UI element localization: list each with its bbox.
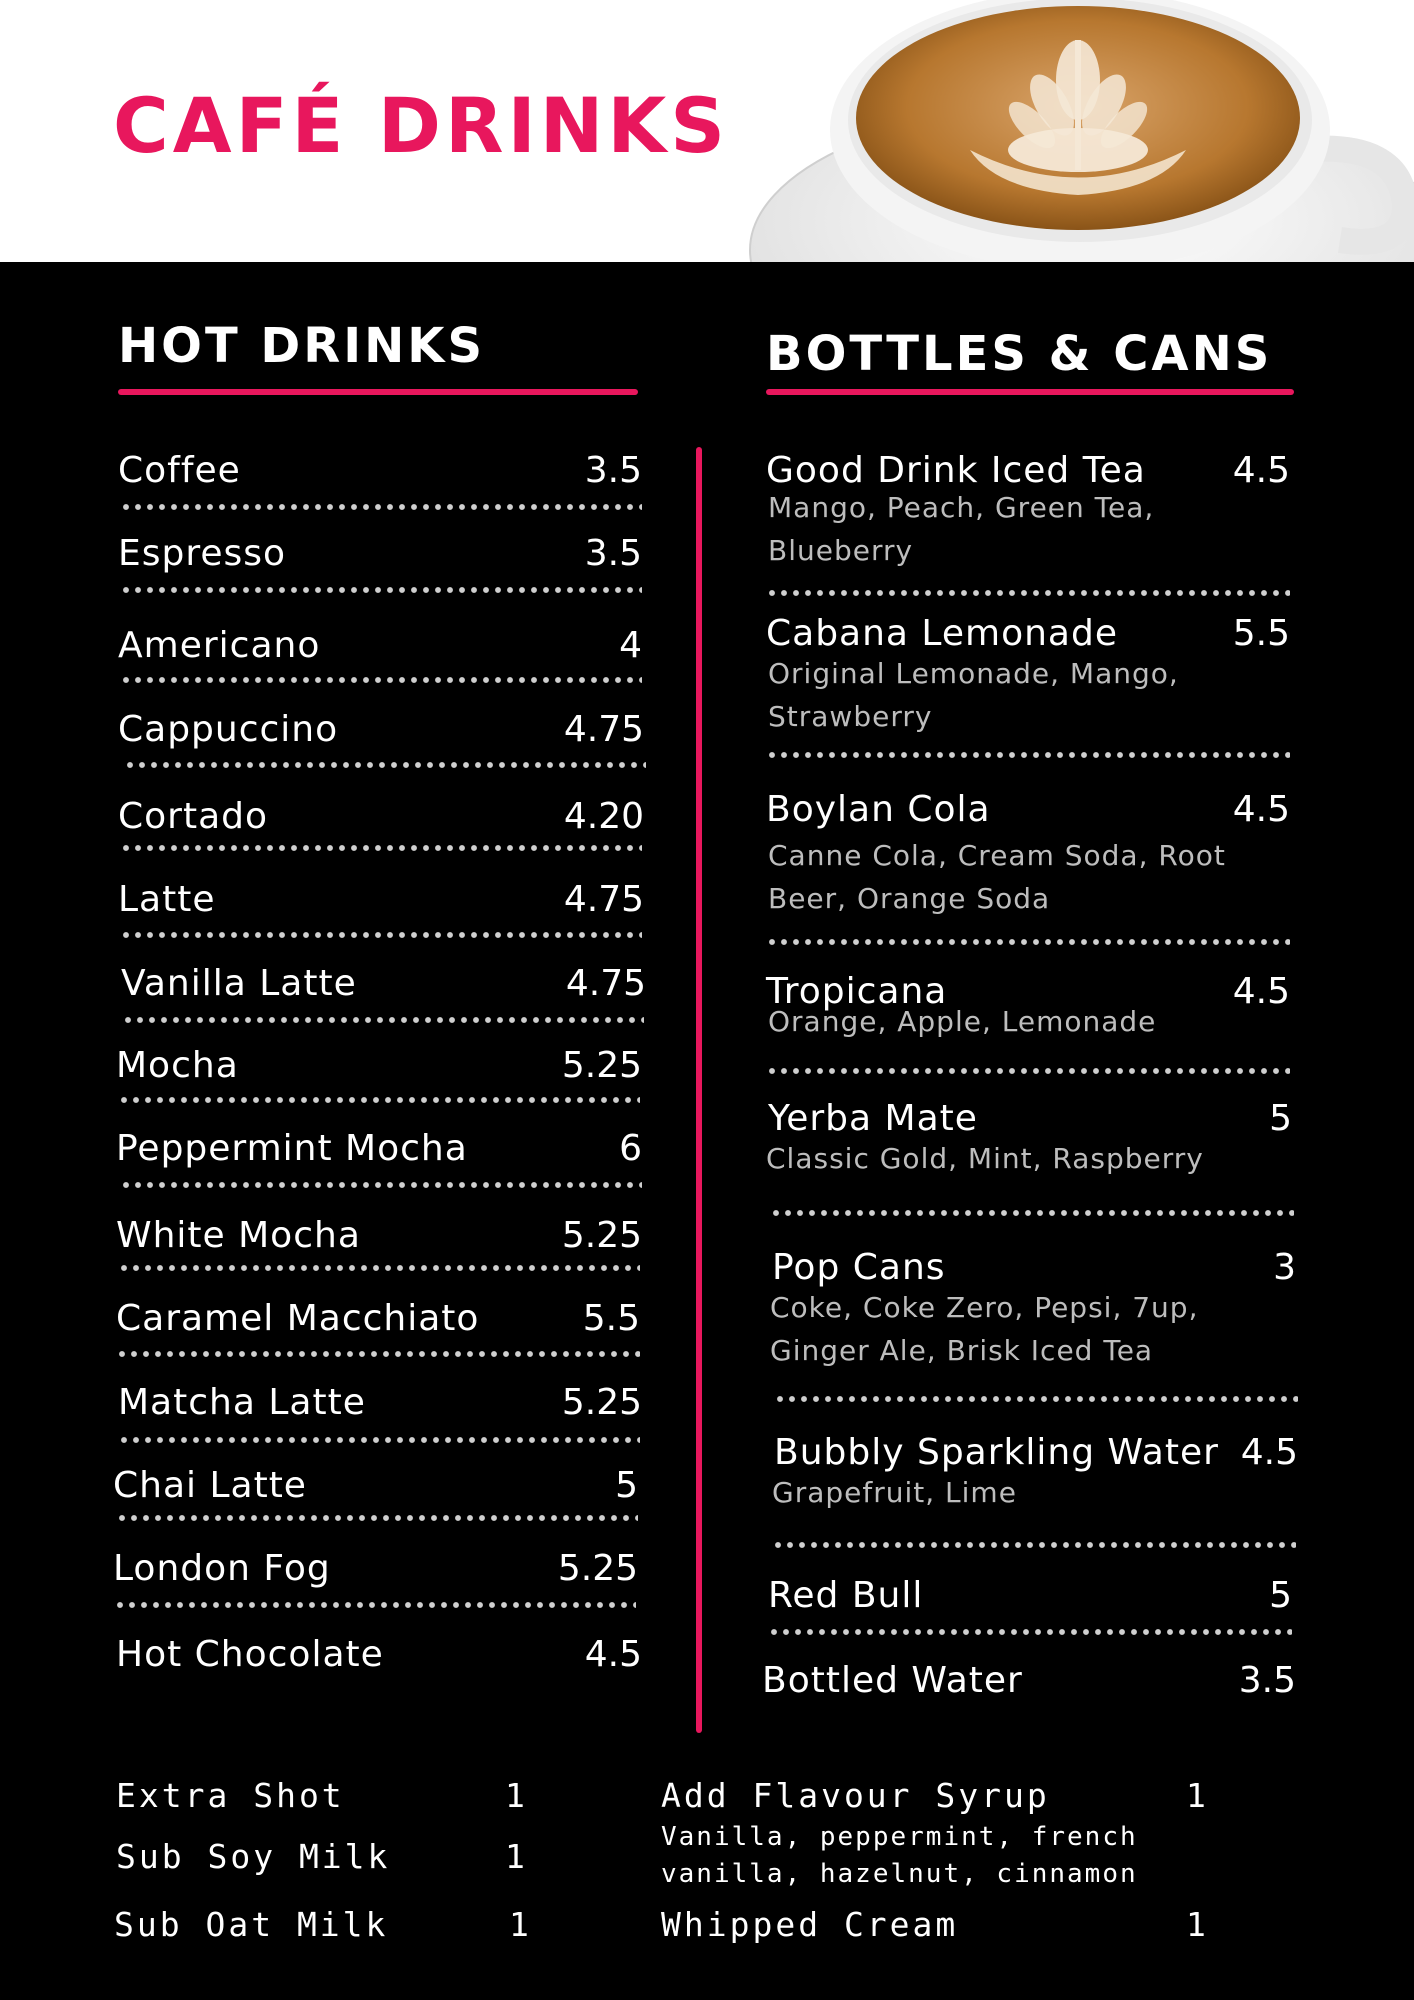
list-item: [772, 1431, 1298, 1509]
list-item: [116, 1214, 642, 1258]
item-name: Chai Latte: [113, 1465, 307, 1506]
item-description: Grapefruit, Lime: [772, 1476, 1017, 1509]
item-price: 5.25: [557, 1548, 638, 1589]
item-price: 5: [1269, 1575, 1292, 1616]
list-item: [116, 1127, 642, 1171]
hot-drinks-underline: [118, 389, 638, 395]
list-item: [118, 708, 644, 752]
item-name: Hot Chocolate: [116, 1634, 384, 1675]
list-item: [766, 612, 1290, 733]
item-price: 4.5: [1232, 971, 1290, 1012]
item-name: London Fog: [113, 1548, 331, 1589]
dotted-divider: [766, 589, 1290, 597]
item-price: 3: [1273, 1247, 1296, 1288]
item-name: Cortado: [118, 796, 269, 837]
item-price: 4.75: [563, 709, 644, 750]
item-description: Orange, Apple, Lemonade: [768, 1005, 1157, 1038]
item-price: 3.5: [584, 533, 642, 574]
item-description: Original Lemonade, Mango, Strawberry: [768, 657, 1179, 733]
dotted-divider: [120, 503, 642, 511]
dotted-divider: [770, 1209, 1294, 1217]
item-description: Coke, Coke Zero, Pepsi, 7up, Ginger Ale, Brisk Iced Tea: [770, 1291, 1199, 1367]
addon-price: 1: [1186, 1776, 1209, 1815]
dotted-divider: [774, 1395, 1298, 1403]
list-item: [766, 970, 1290, 1038]
dotted-divider: [120, 676, 642, 684]
list-item: [762, 1659, 1296, 1703]
list-item: [113, 1464, 638, 1508]
item-price: 6: [619, 1128, 642, 1169]
addon-price: 1: [505, 1776, 528, 1815]
item-price: 4.5: [584, 1634, 642, 1675]
item-price: 5.25: [561, 1382, 642, 1423]
list-item: [770, 1246, 1296, 1367]
list-item: [118, 532, 642, 576]
item-price: 3.5: [1238, 1660, 1296, 1701]
item-price: 5.25: [561, 1215, 642, 1256]
dotted-divider: [768, 1628, 1292, 1636]
item-name: Coffee: [118, 450, 241, 491]
item-name: Latte: [118, 879, 216, 920]
item-price: 4: [619, 625, 642, 666]
dotted-divider: [114, 1601, 636, 1609]
list-item: [116, 1044, 642, 1088]
item-name: Yerba Mate: [768, 1098, 978, 1139]
item-description: Mango, Peach, Green Tea, Blueberry: [768, 491, 1155, 567]
list-item: [116, 1633, 642, 1677]
addon-description: Vanilla, peppermint, french vanilla, hazelnut, cinnamon: [661, 1822, 1138, 1889]
item-name: Americano: [118, 625, 321, 666]
dotted-divider: [124, 761, 646, 769]
list-item: [766, 788, 1290, 915]
item-price: 5.5: [1232, 613, 1290, 654]
list-item: [766, 449, 1290, 567]
dotted-divider: [120, 1181, 642, 1189]
bottles-cans-underline: [766, 389, 1294, 395]
item-name: Espresso: [118, 533, 287, 574]
bottles-cans-heading: BOTTLES & CANS: [766, 326, 1273, 382]
item-price: 5.25: [561, 1045, 642, 1086]
item-price: 4.5: [1232, 789, 1290, 830]
dotted-divider: [766, 751, 1290, 759]
item-description: Classic Gold, Mint, Raspberry: [766, 1142, 1204, 1175]
dotted-divider: [766, 938, 1290, 946]
item-name: White Mocha: [116, 1215, 361, 1256]
addon-price: 1: [1186, 1905, 1209, 1944]
item-name: Peppermint Mocha: [116, 1128, 468, 1169]
item-price: 5: [615, 1465, 638, 1506]
list-item: [118, 624, 642, 668]
item-name: Pop Cans: [772, 1247, 946, 1288]
item-price: 5: [1269, 1098, 1292, 1139]
dotted-divider: [118, 1096, 640, 1104]
addon-name: Add Flavour Syrup: [661, 1776, 1050, 1815]
item-name: Red Bull: [768, 1575, 924, 1616]
dotted-divider: [116, 1350, 640, 1358]
addon-name: Whipped Cream: [661, 1905, 959, 1944]
dotted-divider: [116, 1514, 638, 1522]
item-name: Vanilla Latte: [121, 963, 357, 1004]
item-name: Bubbly Sparkling Water: [774, 1432, 1219, 1473]
list-item: [116, 1297, 640, 1341]
item-price: 4.75: [563, 879, 644, 920]
item-name: Caramel Macchiato: [116, 1298, 480, 1339]
addon-price: 1: [509, 1905, 532, 1944]
item-name: Bottled Water: [762, 1660, 1023, 1701]
page-title: CAFÉ DRINKS: [113, 81, 730, 170]
dotted-divider: [772, 1541, 1296, 1549]
item-name: Matcha Latte: [118, 1382, 366, 1423]
list-item: [121, 962, 646, 1006]
item-name: Mocha: [116, 1045, 239, 1086]
dotted-divider: [120, 931, 642, 939]
dotted-divider: [122, 1016, 644, 1024]
addon-price: 1: [505, 1837, 528, 1876]
dotted-divider: [118, 1436, 640, 1444]
addon-name: Sub Oat Milk: [114, 1905, 389, 1944]
dotted-divider: [766, 1067, 1290, 1075]
column-divider: [696, 447, 702, 1733]
item-price: 4.5: [1240, 1432, 1298, 1473]
item-price: 4.20: [563, 796, 644, 837]
item-price: 4.75: [565, 963, 646, 1004]
item-description: Canne Cola, Cream Soda, Root Beer, Orange Soda: [768, 839, 1226, 915]
dotted-divider: [118, 1264, 640, 1272]
list-item: [118, 878, 644, 922]
dotted-divider: [120, 844, 642, 852]
list-item: [118, 449, 642, 493]
item-name: Cabana Lemonade: [766, 613, 1118, 654]
list-item: [768, 1574, 1292, 1618]
hot-drinks-heading: HOT DRINKS: [118, 318, 486, 374]
addon-name: Sub Soy Milk: [116, 1837, 391, 1876]
list-item: [118, 795, 644, 839]
header: [0, 0, 1414, 262]
list-item: [766, 1097, 1292, 1175]
latte-cup-icon: [740, 0, 1414, 262]
item-name: Good Drink Iced Tea: [766, 450, 1146, 491]
item-name: Tropicana: [766, 971, 948, 1012]
item-name: Boylan Cola: [766, 789, 991, 830]
addon-name: Extra Shot: [116, 1776, 345, 1815]
list-item: [118, 1381, 642, 1425]
item-price: 4.5: [1232, 450, 1290, 491]
dotted-divider: [120, 586, 642, 594]
item-price: 5.5: [582, 1298, 640, 1339]
item-price: 3.5: [584, 450, 642, 491]
list-item: [113, 1547, 638, 1591]
item-name: Cappuccino: [118, 709, 339, 750]
